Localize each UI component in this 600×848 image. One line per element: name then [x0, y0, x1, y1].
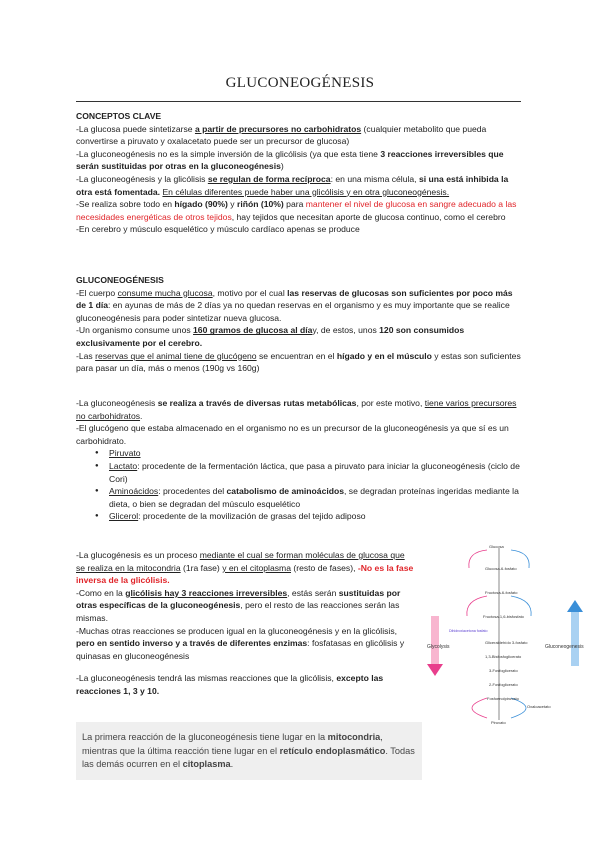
- text: : en ayunas de más de 2 días ya no quedan reservas en el organismo y es muy importante que se realice gluconeogénesis para poder sintetizar nueva glucosa.: [76, 300, 510, 323]
- callout-box: [76, 722, 422, 780]
- metabolite-bpg: 1,3-Bisfosfoglicerato: [485, 654, 522, 659]
- text: -Muchas otras reacciones se producen igual en la gluconeogénesis y en la glicólisis,: [76, 625, 398, 636]
- text-emph: mitocondria: [327, 732, 381, 742]
- paragraph: [76, 625, 414, 663]
- text-underline: Lactato: [109, 460, 138, 471]
- text: , estás serán: [287, 587, 339, 598]
- list-item: [76, 510, 522, 523]
- text: -El cuerpo: [76, 287, 118, 298]
- glycolysis-arrow-head: [427, 664, 443, 676]
- list-item: [76, 447, 522, 460]
- text-emph: 120 son consumidos exclusivamente por el cerebro.: [76, 325, 465, 348]
- paragraph: [76, 173, 522, 198]
- text: , hay tejidos que necesitan aporte de glucosa continuo, como el cerebro: [231, 211, 506, 222]
- text-emph: si una está inhibida la otra está fomentada.: [76, 173, 509, 197]
- paragraph: [76, 287, 522, 325]
- text-emph: hígado (90%): [174, 199, 228, 210]
- metabolite-2pg: 2-Fosfoglicerato: [489, 682, 518, 687]
- paragraph: [76, 350, 522, 375]
- bypass-arc-mid: [467, 596, 487, 616]
- text: , mientras que la última reacción tiene lugar en el: [82, 732, 383, 756]
- text-underline: Aminoácidos: [109, 486, 159, 497]
- paragraph: -En cerebro y músculo esquelético y músculo cardíaco apenas se produce: [76, 224, 360, 235]
- text-emph: a partir de precursores no carbohidratos: [194, 123, 362, 134]
- metabolite-g6p: Glucosa-6-fosfato: [485, 566, 517, 571]
- text: -La gluconeogénesis no es la simple inversión de la glicólisis (ya que esta tiene: [76, 148, 381, 159]
- text: para: [283, 199, 306, 210]
- glycolysis-label: Glycolysis: [427, 644, 450, 650]
- metabolite-dhap: Dihidroxiacetona fosfato: [449, 629, 488, 633]
- text-underline: En células diferentes puede haber una glicólisis y en otra gluconeogénesis.: [162, 186, 450, 197]
- bypass-arc-bottom: [472, 698, 487, 718]
- text: -Como en la: [76, 587, 126, 598]
- text-emph: 160 gramos de glucosa al día: [193, 325, 313, 336]
- text: -Se realiza sobre todo en: [76, 199, 175, 210]
- gluconeogenesis-arrow-shaft: [571, 612, 579, 666]
- text: (cualquier metabolito que pueda convertirse a piruvato y oxalacetato puede ser un precursor de glucosa): [76, 123, 487, 147]
- text-emph: retículo endoplasmático: [279, 745, 386, 756]
- gluconeogenesis-label: Gluconeogenesis: [545, 644, 584, 650]
- text: y estas son suficientes para pasar un día, más o menos (190g vs 160g): [76, 350, 521, 374]
- text: , por este motivo,: [356, 398, 425, 408]
- text-emph: excepto las reacciones 1, 3 y 10.: [76, 673, 384, 696]
- precursor-list: [76, 447, 522, 523]
- text: -Un organismo consume unos: [76, 325, 194, 336]
- paragraph: [76, 148, 522, 173]
- text-emph: catabolismo de aminoácidos: [226, 486, 345, 497]
- metabolite-oaa: Oxaloacetato: [527, 704, 551, 709]
- text-emph: glicólisis hay 3 reacciones irreversibles: [125, 587, 288, 598]
- text-emph: sustituidas por otras específicas de la gluconeogénesis: [76, 587, 401, 611]
- paragraph: [76, 672, 414, 697]
- text-emph: 3 reacciones irreversibles que serán sustituidas por otras en la gluconeogénesis: [76, 148, 504, 172]
- text: -Las: [76, 350, 96, 361]
- text: , se degradan proteínas ingeridas mediante la dieta, o bien se degradan del músculo esquelético: [109, 486, 519, 509]
- section-heading: CONCEPTOS CLAVE: [76, 111, 162, 121]
- text: : procedente de la fermentación láctica, que pasa a piruvato para iniciar la gluconeogénesis (ciclo de Cori): [109, 460, 520, 484]
- text-emph: riñón (10%): [236, 199, 284, 210]
- text: : en una misma célula,: [330, 173, 419, 184]
- text-underline: mediante el cual se forman moléculas de glucosa que se realiza en la mitocondria: [76, 550, 405, 573]
- paragraph: [76, 123, 522, 148]
- text: -La gluconeogénesis: [76, 398, 158, 408]
- text: -La glucosa puede sintetizarse: [76, 123, 195, 134]
- glycolysis-arrow-shaft: [431, 616, 439, 666]
- text: : procedentes del: [158, 486, 227, 497]
- text: se encuentran en el: [256, 350, 337, 361]
- text-underline: consume mucha glucosa: [117, 287, 213, 298]
- text-underline: Glicerol: [109, 511, 139, 522]
- paragraph: [76, 587, 414, 625]
- text-underline: y en el citoplasma: [222, 562, 291, 573]
- metabolite-f6p: Fructosa-6-fosfato: [485, 590, 518, 595]
- text-underline: reservas que el animal tiene de glucógeno: [95, 350, 257, 361]
- text: .: [230, 759, 234, 770]
- gluconeogenesis-arrow-head: [567, 600, 583, 612]
- section-heading: GLUCONEOGÉNESIS: [76, 275, 164, 285]
- text-emph: citoplasma: [182, 759, 231, 770]
- bypass-arc-bottom-right: [511, 698, 526, 718]
- glycolysis-gluconeogenesis-diagram: [427, 540, 587, 730]
- section-gluconeogenesis: [76, 274, 522, 375]
- paragraph: [76, 397, 522, 422]
- list-item: [76, 485, 522, 510]
- paragraph: -El glucógeno que estaba almacenado en el organismo no es un precursor de la gluconeogénesis ya que sí es un carbohidrato.: [76, 423, 509, 446]
- text-emph: pero en sentido inverso y a través de diferentes enzimas: [76, 638, 308, 649]
- text-red: mantener el nivel de glucosa en sangre adecuado a las necesidades energéticas de otros tejidos: [76, 199, 517, 222]
- section-precursors: [76, 397, 522, 523]
- metabolite-pep: Fosfoenolpiruvato: [487, 696, 519, 701]
- text: y: [227, 199, 237, 210]
- metabolite-glucose: Glucosa: [489, 544, 504, 549]
- text-underline: Piruvato: [109, 448, 141, 459]
- text: : procedente de la movilización de grasas del tejido adiposo: [138, 511, 366, 522]
- text: , motivo por el cual: [212, 287, 288, 298]
- text-emph: las reservas de glucosas son suficientes por poco más de 1 día: [76, 287, 513, 311]
- text-underline: tiene varios precursores no carbohidratos: [76, 398, 517, 421]
- section-process: [76, 549, 414, 698]
- text: (1ra fase): [180, 562, 223, 573]
- text: -La glucogénesis es un proceso: [76, 550, 200, 560]
- text: -La gluconeogénesis y la glicólisis: [76, 173, 208, 184]
- text: : fosfatasas en glicólisis y quinasas en gluconeogénesis: [76, 638, 405, 661]
- text: y, de estos, unos: [312, 325, 380, 336]
- spacer: [76, 662, 414, 672]
- text: (resto de fases),: [290, 562, 356, 573]
- text: -La gluconeogénesis tendrá las mismas reacciones que la glicólisis,: [76, 673, 337, 684]
- metabolite-gap: Gliceraldehído 3-fosfato: [485, 640, 528, 645]
- metabolite-3pg: 3-Fosfoglicerato: [489, 668, 518, 673]
- text-emph: se regulan de forma recíproca: [207, 173, 331, 184]
- metabolite-pyruvate: Piruvato: [491, 720, 506, 725]
- paragraph: [76, 324, 522, 349]
- list-item: [76, 460, 522, 485]
- paragraph: [76, 549, 414, 587]
- title-divider: [76, 101, 521, 102]
- text-emph: se realiza a través de diversas rutas metabólicas: [157, 398, 357, 408]
- text: La primera reacción de la gluconeogénesis tiene lugar en la: [82, 732, 328, 742]
- section-conceptos-clave: [76, 110, 522, 236]
- text-red: -No es la fase inversa de la glicólisis.: [76, 562, 414, 586]
- text-emph: hígado y en el músculo: [336, 350, 432, 361]
- text: ): [280, 161, 284, 172]
- paragraph: [76, 198, 522, 223]
- text: .: [140, 410, 143, 421]
- text: , pero el resto de las reacciones serán las mismas.: [76, 600, 400, 623]
- bypass-arc-mid-right: [511, 596, 531, 616]
- text: . Todas las demás ocurren en el: [82, 745, 415, 770]
- metabolite-f16bp: Fructosa-1,6-bisfosfato: [483, 614, 524, 619]
- page-title: GLUCONEOGÉNESIS: [225, 75, 375, 91]
